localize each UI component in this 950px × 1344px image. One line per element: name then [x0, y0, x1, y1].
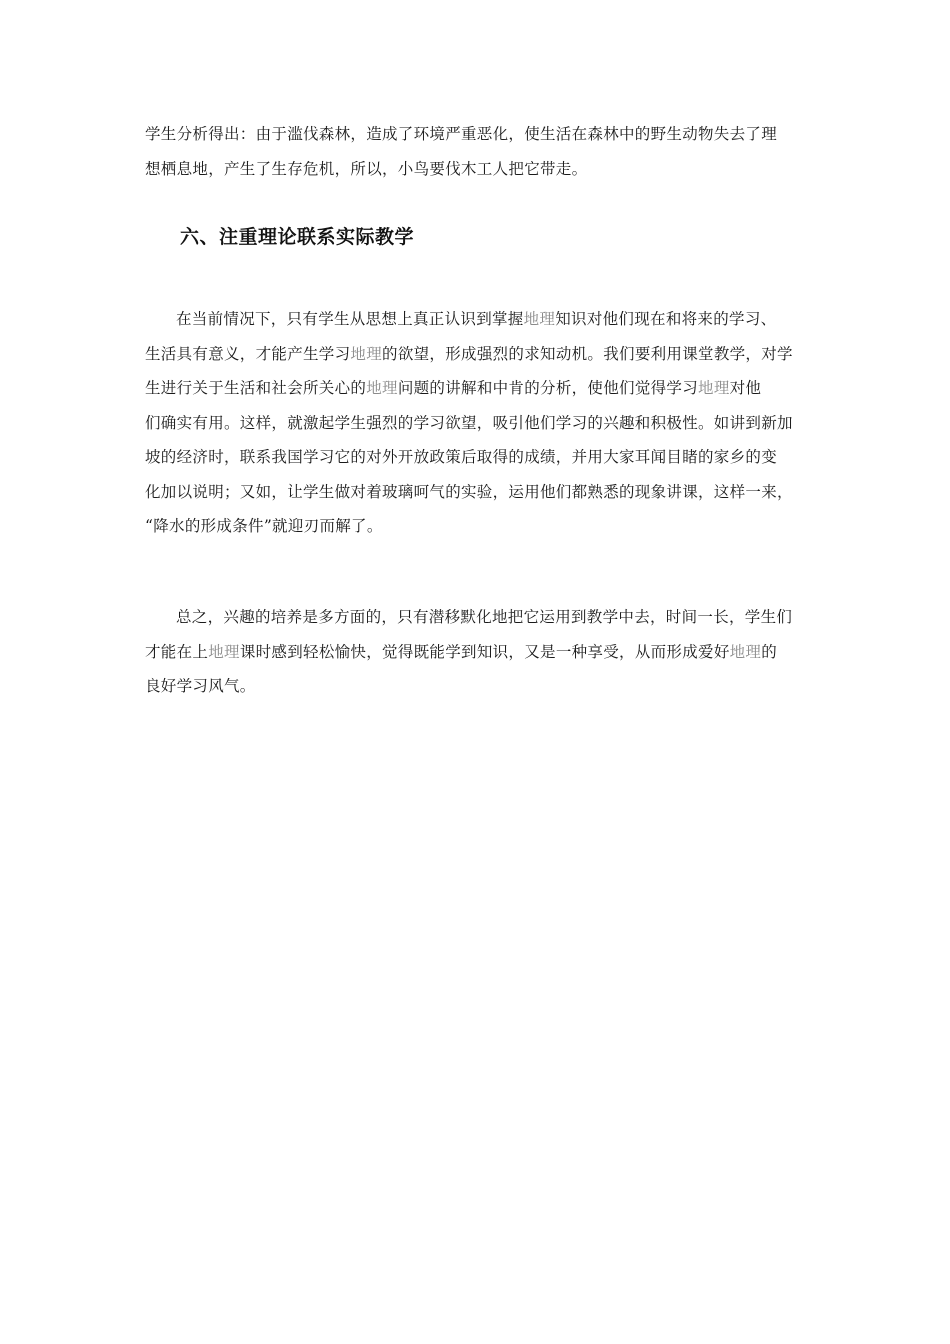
keyword-link: 地理	[208, 642, 240, 661]
text-line: 生活具有意义，才能产生学习地理的欲望，形成强烈的求知动机。我们要利用课堂教学，对学	[145, 344, 793, 363]
text-line: 生进行关于生活和社会所关心的地理问题的讲解和中肯的分析，使他们觉得学习地理对他	[145, 379, 762, 397]
keyword-link: 地理	[523, 310, 556, 328]
text-line: 良好学习风气。	[145, 677, 256, 695]
text-line: 们确实有用。这样，就激起学生强烈的学习欲望，吸引他们学习的兴趣和积极性。如讲到新加	[145, 413, 793, 432]
text-line: 才能在上地理课时感到轻松愉快，觉得既能学到知识，又是一种享受，从而形成爱好地理的	[145, 642, 778, 661]
text-line: 总之，兴趣的培养是多方面的，只有潜移默化地把它运用到教学中去，时间一长，学生们	[176, 608, 793, 626]
text-line: “降水的形成条件”就迎刃而解了。	[145, 517, 383, 535]
text-line: 学生分析得出：由于滥伐森林，造成了环境严重恶化，使生活在森林中的野生动物失去了理	[145, 125, 778, 143]
text-line: 化加以说明；又如，让学生做对着玻璃呵气的实验，运用他们都熟悉的现象讲课，这样一来，	[145, 482, 793, 501]
keyword-link: 地理	[366, 379, 398, 397]
text-line: 在当前情况下，只有学生从思想上真正认识到掌握地理知识对他们现在和将来的学习、	[176, 310, 777, 328]
keyword-link: 地理	[729, 642, 762, 661]
text-line: 坡的经济时，联系我国学习它的对外开放政策后取得的成绩，并用大家耳闻目睹的家乡的变	[145, 448, 778, 466]
paragraph-conclusion	[145, 600, 807, 704]
paragraph-main	[145, 302, 807, 544]
keyword-link: 地理	[698, 379, 730, 397]
text-line: 想栖息地，产生了生存危机，所以，小鸟要伐木工人把它带走。	[145, 159, 588, 178]
keyword-link: 地理	[350, 344, 383, 363]
section-heading: 六、注重理论联系实际教学	[180, 226, 415, 248]
paragraph-intro	[145, 117, 807, 186]
